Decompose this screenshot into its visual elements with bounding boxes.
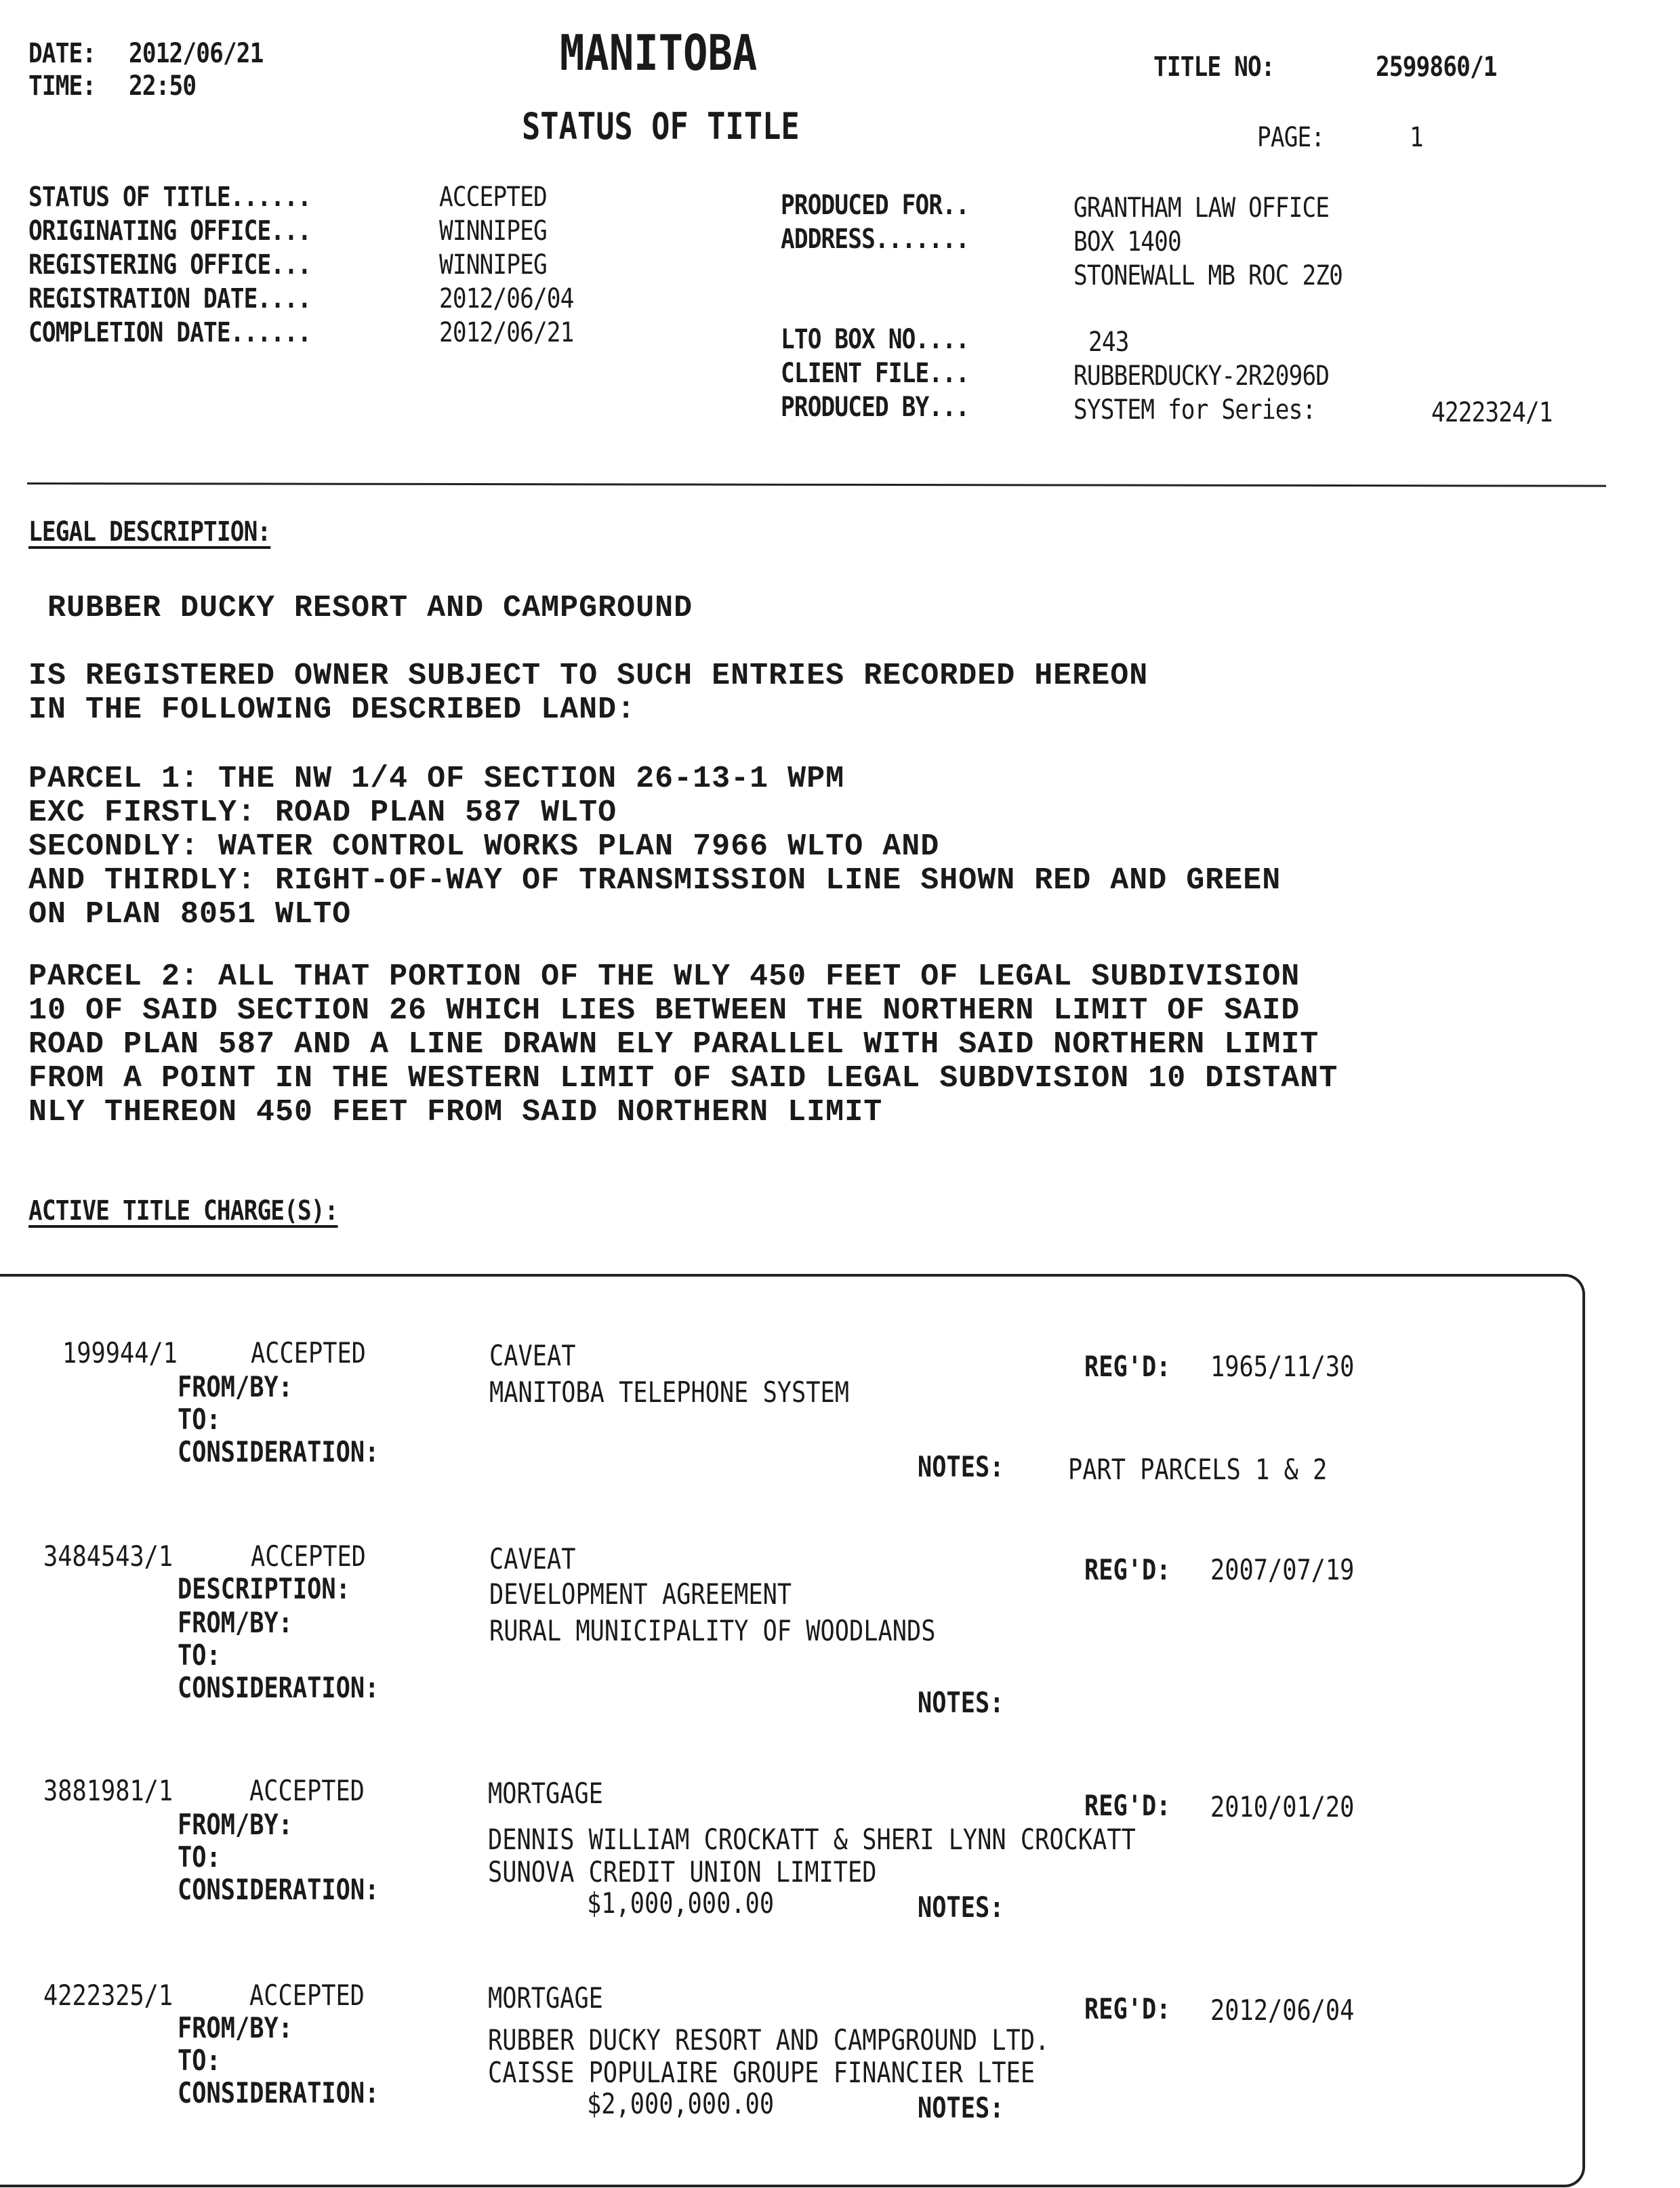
from-by-value: RURAL MUNICIPALITY OF WOODLANDS [489, 1614, 936, 1647]
completion-date-value: 2012/06/21 [439, 317, 574, 348]
originating-office-label: ORIGINATING OFFICE... [28, 215, 311, 247]
time-label: TIME: [28, 70, 96, 102]
text-line: ROAD PLAN 587 AND A LINE DRAWN ELY PARALLEL WITH SAID NORTHERN LIMIT [28, 1027, 1319, 1062]
notes-value: PART PARCELS 1 & 2 [1068, 1453, 1328, 1486]
consideration-value: $1,000,000.00 [587, 1886, 775, 1920]
regd-date: 2007/07/19 [1210, 1553, 1355, 1586]
from-by-value: MANITOBA TELEPHONE SYSTEM [489, 1376, 850, 1409]
active-charges-heading: ACTIVE TITLE CHARGE(S): [28, 1195, 338, 1226]
regd-date: 1965/11/30 [1210, 1350, 1355, 1383]
client-file-value: RUBBERDUCKY-2R2096D [1073, 360, 1330, 392]
regd-label: REG'D: [1084, 1350, 1171, 1383]
from-by-value: RUBBER DUCKY RESORT AND CAMPGROUND LTD. [488, 2023, 1050, 2057]
charge-type: MORTGAGE [488, 1981, 603, 2015]
produced-by-value: SYSTEM for Series: [1073, 394, 1316, 426]
registration-date-label: REGISTRATION DATE.... [28, 283, 311, 314]
charge-type: CAVEAT [489, 1542, 576, 1575]
text-line: ON PLAN 8051 WLTO [28, 897, 352, 932]
province-title: MANITOBA [560, 24, 758, 81]
registered-owner: RUBBER DUCKY RESORT AND CAMPGROUND [47, 591, 693, 625]
description-value: DEVELOPMENT AGREEMENT [489, 1577, 792, 1611]
text-line: AND THIRDLY: RIGHT-OF-WAY OF TRANSMISSION LINE SHOWN RED AND GREEN [28, 863, 1282, 898]
consideration-label: CONSIDERATION: [178, 1873, 380, 1906]
page-label: PAGE: [1257, 122, 1325, 153]
produced-for-value: GRANTHAM LAW OFFICE [1073, 192, 1330, 224]
produced-for-label: PRODUCED FOR.. [781, 190, 969, 221]
address-line2: STONEWALL MB ROC 2Z0 [1073, 260, 1343, 291]
to-label: TO: [178, 1638, 221, 1672]
text-line: IS REGISTERED OWNER SUBJECT TO SUCH ENTRIES RECORDED HEREON [28, 659, 1149, 693]
to-value: SUNOVA CREDIT UNION LIMITED [488, 1855, 877, 1888]
regd-date: 2010/01/20 [1210, 1790, 1355, 1823]
completion-date-label: COMPLETION DATE...... [28, 317, 311, 348]
text-line: IN THE FOLLOWING DESCRIBED LAND: [28, 693, 636, 727]
notes-label: NOTES: [918, 2091, 1004, 2124]
text-line: 10 OF SAID SECTION 26 WHICH LIES BETWEEN THE NORTHERN LIMIT OF SAID [28, 993, 1300, 1028]
text-line: PARCEL 1: THE NW 1/4 OF SECTION 26-13-1 WPM [28, 762, 845, 796]
lto-box-label: LTO BOX NO.... [781, 324, 969, 355]
to-label: TO: [178, 1840, 221, 1874]
date-label: DATE: [28, 38, 96, 69]
regd-label: REG'D: [1084, 1553, 1171, 1586]
charge-status: ACCEPTED [251, 1540, 366, 1573]
page-value: 1 [1410, 122, 1423, 153]
to-label: TO: [178, 2044, 221, 2077]
description-label: DESCRIPTION: [178, 1572, 350, 1605]
text-line: PARCEL 2: ALL THAT PORTION OF THE WLY 450 FEET OF LEGAL SUBDIVISION [28, 959, 1300, 994]
from-by-label: FROM/BY: [178, 1606, 293, 1639]
text-line: EXC FIRSTLY: ROAD PLAN 587 WLTO [28, 796, 617, 830]
charge-type: CAVEAT [489, 1339, 576, 1372]
charge-number: 3881981/1 [43, 1774, 173, 1807]
produced-by-label: PRODUCED BY... [781, 392, 969, 423]
consideration-label: CONSIDERATION: [178, 1435, 380, 1468]
from-by-label: FROM/BY: [178, 1808, 293, 1841]
charge-status: ACCEPTED [249, 1979, 365, 2012]
date-value: 2012/06/21 [129, 38, 264, 69]
originating-office-value: WINNIPEG [439, 215, 547, 247]
registration-date-value: 2012/06/04 [439, 283, 574, 314]
consideration-label: CONSIDERATION: [178, 2076, 380, 2109]
legal-description-heading: LEGAL DESCRIPTION: [28, 516, 271, 548]
notes-label: NOTES: [918, 1686, 1004, 1719]
document-title: STATUS OF TITLE [522, 105, 800, 148]
address-label: ADDRESS....... [781, 224, 969, 255]
consideration-label: CONSIDERATION: [178, 1671, 380, 1704]
status-value: ACCEPTED [439, 182, 547, 213]
to-label: TO: [178, 1403, 221, 1436]
status-label: STATUS OF TITLE...... [28, 182, 311, 213]
text-line: SECONDLY: WATER CONTROL WORKS PLAN 7966 WLTO AND [28, 829, 940, 864]
client-file-label: CLIENT FILE... [781, 358, 969, 389]
charge-type: MORTGAGE [488, 1777, 603, 1810]
registering-office-label: REGISTERING OFFICE... [28, 249, 311, 281]
from-by-label: FROM/BY: [178, 2011, 293, 2044]
text-line: FROM A POINT IN THE WESTERN LIMIT OF SAID LEGAL SUBDVISION 10 DISTANT [28, 1061, 1338, 1096]
regd-date: 2012/06/04 [1210, 1994, 1355, 2027]
to-value: CAISSE POPULAIRE GROUPE FINANCIER LTEE [488, 2056, 1036, 2089]
charge-status: ACCEPTED [251, 1336, 366, 1369]
title-no-label: TITLE NO: [1153, 51, 1275, 83]
from-by-label: FROM/BY: [178, 1370, 293, 1403]
address-line1: BOX 1400 [1073, 226, 1181, 257]
charge-number: 199944/1 [62, 1336, 178, 1369]
charge-status: ACCEPTED [249, 1774, 365, 1807]
charge-number: 3484543/1 [43, 1540, 173, 1573]
registering-office-value: WINNIPEG [439, 249, 547, 281]
from-by-value: DENNIS WILLIAM CROCKATT & SHERI LYNN CROCKATT [488, 1823, 1136, 1856]
regd-label: REG'D: [1084, 1789, 1171, 1822]
text-line: NLY THEREON 450 FEET FROM SAID NORTHERN LIMIT [28, 1095, 883, 1130]
time-value: 22:50 [129, 70, 197, 102]
section-divider [27, 482, 1606, 487]
lto-box-value: 243 [1088, 327, 1129, 358]
charge-number: 4222325/1 [43, 1979, 173, 2012]
notes-label: NOTES: [918, 1891, 1004, 1924]
notes-label: NOTES: [918, 1450, 1004, 1483]
series-value: 4222324/1 [1431, 397, 1553, 428]
regd-label: REG'D: [1084, 1992, 1171, 2025]
consideration-value: $2,000,000.00 [587, 2087, 775, 2120]
title-no-value: 2599860/1 [1376, 51, 1497, 83]
